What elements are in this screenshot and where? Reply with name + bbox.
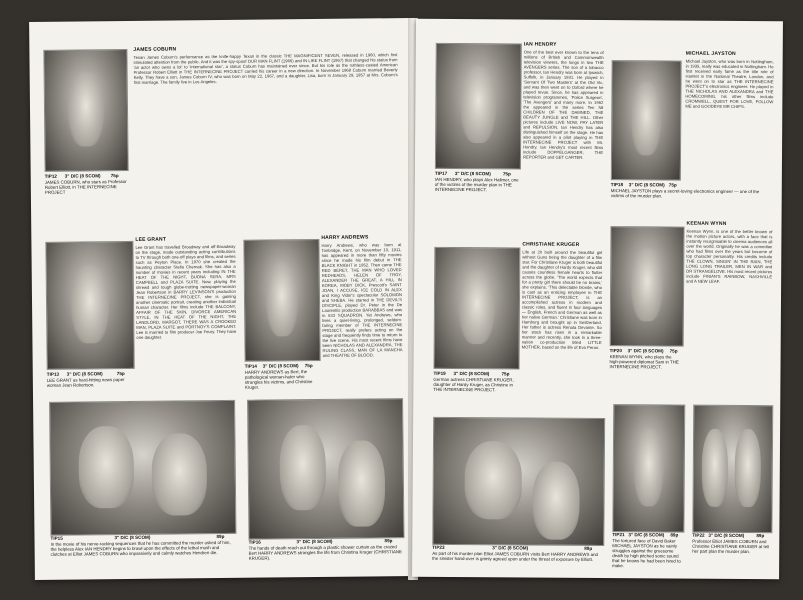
grant-photo-id: TIP13 <box>46 371 60 377</box>
coburn-portrait <box>43 49 128 172</box>
still-tip21-caption: The tortured face of David Baker MICHAEL JAYSTON as he vainly struggles against the gruesome death by high pitched sonic sound that he knows he had been hired to make. <box>612 538 681 569</box>
still-tip15-price: 89p <box>216 533 225 540</box>
still-tip21-price: 89p <box>670 532 679 538</box>
hendry-bio: One of the best ever known to the tens of millions of British and Commonwealth television viewers, the lungs in two THE AVENGERS series. The son of a tobacco professor, Ian Hendry was born at Ipswich, Suffolk, in January 1931. He played in 'Servant Of Two Masters' at the Old Vic, and was then went on to Oxford where he played revue. Since, he has appeared in television programmes, 'Police Surgeon', 'The Avengers' and many more. In 1962 the appeared in the series Ten Nil CHILDREN OF THE DAMNED, THE BEAUTY JUNGLE and THE HILL. Other pictures include LIVE NOW, PAY LATER and REPULSION. Ian Hendry has also distinguished himself on the stage. He has also appeared in a pilot playing in THE INTERNECINE PROJECT with Mr. Hendry. Ian Hendry's most recent films include DOPPELGANGER, THE REPORTER and GET CARTER. <box>522 49 604 160</box>
hendry-price: 75p <box>502 171 511 177</box>
grant-price: 75p <box>116 371 125 377</box>
coburn-photo-id: TIP12 <box>44 173 57 179</box>
still-tip22-id: TIP22 <box>692 532 705 538</box>
still-tip16-id: TIP16 <box>248 539 261 545</box>
still-tip22-caption: Professor Elliot JAMES COBURN and Christine CHRISTIANE KRUGER at tell her part plan the murder plan. <box>692 538 770 555</box>
grant-photo-size: 3" D/C (8 SCOM) <box>66 371 103 377</box>
still-tip23 <box>432 417 605 546</box>
coburn-caption: JAMES COBURN, who stars as Professor Robert Elliott, in THE INTERNECINE PROJECT <box>44 178 127 195</box>
still-tip15 <box>49 400 236 536</box>
coburn-price: 75p <box>110 173 119 179</box>
coburn-photo-size: 3" D/C (8 SCOM) <box>64 173 101 179</box>
grant-portrait <box>45 241 134 370</box>
hendry-photo-id: TIP17 <box>434 170 448 176</box>
andrews-name: HARRY ANDREWS <box>321 234 369 241</box>
still-tip22-price: 89p <box>756 533 765 539</box>
hendry-portrait <box>435 43 522 170</box>
kruger-caption: German actress CHRISTIANE KRUGER, daughter of Hardy Kruger, as Christine in THE INTERNECINE PROJECT. <box>433 376 514 393</box>
still-tip15-id: TIP15 <box>50 535 63 541</box>
kruger-bio: Life at 20 built around the beautiful girl without Guns being the daughter of a film star. For Christiane Kruger is both beautiful and the daughter of Hardy Kruger, who still causes countless female hearts to flutter across the globe. 'The world expects that for a pretty girl there should be no brains,' she explains. 'This delectable blonde, who is cast as an enticing employee in THE INTERNECINE PROJECT, is an accomplished actress in modern and classic roles, and fluent in four languages — English, French and German as well as her native German.' Christiane was born in Hamburg and brought up in Switzerland. Her father is actress Renata Devante. So her stock has risen in a remarkable manner and recently, she took in a three-nation co-production titled LITTLE MOTHER, based on the life of Eva Peron. <box>521 249 603 351</box>
jayston-photo-id: TIP18 <box>610 182 624 188</box>
still-tip23-size: 3" D/C (8 SCOM) <box>492 545 529 551</box>
hendry-photo-size: 3" D/C (8 SCOM) <box>454 171 491 177</box>
still-tip16 <box>247 398 404 540</box>
still-tip16-size: 3" D/C (8 SCOM) <box>296 538 333 545</box>
still-tip15-size: 3" D/C (8 SCOM) <box>114 534 151 541</box>
jayston-price: 75p <box>668 182 677 188</box>
wynn-caption: KEENAN WYNN, who plays the high-powered diplomat Sam in THE INTERNECINE PROJECT. <box>609 354 679 370</box>
grant-name: LEE GRANT <box>135 236 167 243</box>
still-tip15-caption: In the movie of his nerve-racking sequences that he has committed the murder asked of him, the helpless Alex IAN HENDRY begins to brawl upon the effects of the lethal mush and clutches at Elliot JAMES COBURN who impassively and calmly watches Hendren die. <box>50 539 231 557</box>
jayston-caption: MICHAEL JAYSTON plays a secret-loving electronics engineer — one of the victims of the murder plan. <box>610 188 760 199</box>
still-tip16-price: 89p <box>384 538 393 544</box>
hendry-caption: IAN HENDRY, who plays Alex Hallmer, one of the victims of the murder plan in THE INTERNECINE PROJECT. <box>434 176 519 193</box>
coburn-name: JAMES COBURN <box>133 46 177 53</box>
wynn-photo-id: TIP20 <box>609 348 622 354</box>
kruger-photo-size: 3" D/C (8 SCOM) <box>453 370 490 377</box>
hendry-name: IAN HENDRY <box>523 41 557 48</box>
andrews-photo-id: TIP14 <box>244 363 257 369</box>
still-tip22 <box>692 405 773 534</box>
wynn-price: 75p <box>669 348 678 354</box>
andrews-portrait <box>243 239 320 362</box>
jayston-portrait <box>611 60 682 180</box>
andrews-price: 75p <box>304 363 313 369</box>
andrews-photo-size: 3" D/C (8 SCOM) <box>262 363 299 369</box>
still-tip21-size: 3" D/C (8 SCOM) <box>628 532 665 538</box>
wynn-portrait <box>610 226 685 347</box>
andrews-bio: Harry Andrews, who was born at Tonbridge, Kent, on November 10, 1911, has appeared in more than fifty movies since he made his film debut in THE BLACK KNIGHT in 1952. Then came THE RED BERET, THE MAN WHO LOVED REDHEADS, HELEN OF TROY, ALEXANDER THE GREAT, A HILL IN KOREA, MOBY DICK, Prescott's SAINT JOAN, I ACCUSE, ICE COLD IN ALEX and King Vidor's spectacular SOLOMON and SHEBA. He starred in THE DEVIL'S DISCIPLE, played Dr. Peter in the De Laurentiis production BARABBAS and was in 633 SQUADRON. Yet Andrews, who lives a quiet-living, prolonged, seldom-faring member of THE INTERNECINE PROJECT, really prefers acting on the stage and frequently finds time to return to the live scene. His most recent films have been NICHOLAS AND ALEXANDRA, THE RULING CLASS, MAN OF LA MANCHA and THEATRE OF BLOOD. <box>321 242 403 358</box>
kruger-portrait <box>434 247 521 370</box>
still-tip21 <box>612 404 685 532</box>
still-tip22-size: 3" D/C (8 SCOM) <box>708 532 745 539</box>
andrews-caption: HARRY ANDREWS as Bert, the pathological woman-hater who strangles his victims, and Christine Kruger. <box>244 369 313 390</box>
wynn-bio: Keenan Wynn, is one of the better known of the motion picture actors, with a face that is instantly recognisable to cinema audiences all over the world. Originally he was a comedian who had films over the years but become of top character personality. His credits include THE CLOWN, SINGIN' IN THE RAIN, THE LONG LONG TRAILER, MEN IN WAR and DR STRANGELOVE. His most recent pictures include FINIAN'S RAINBOW, NASHVILLE and A NEW LEAF. <box>686 228 773 284</box>
jayston-name: MICHAEL JAYSTON <box>685 50 736 57</box>
still-tip16-caption: The hands of death reach out through a plastic shower curtain as the crazed Bert HARRY ANDREWS strangles the life from Christina Kruger (CHRISTIANE KRUGER). <box>248 544 402 561</box>
kruger-price: 75p <box>501 371 510 377</box>
coburn-bio: Texan James Coburn's performance as the knife-happy Texan in the classic THE MAGNIFICENT SEVEN, released in 1960, which first stimulated attention from the public. And it was the spy-spoof OUR MAN FLINT (1966) and IN LIKE FLINT (1967) that changed his status from 'an actor who owns a lot' to 'international star', a status Coburn has maintained ever since. But his role as the ruthless-coated American Professor Robert Elliott in THE INTERNECINE PROJECT carried his career in a new direction. In November 1968 Coburn married Beverly Kelly. They have a son, James Coburn IV, who was born on May 22, 1967, and a daughter, Lisa, born in January 29, 1957 at Mrs. Coburn's first marriage. The family live in Los Angeles. <box>133 52 398 85</box>
still-tip23-id: TIP23 <box>432 544 445 550</box>
still-tip23-caption: As part of his murder plan Elliot JAMES COBURN visits Bert HARRY ANDREWS and the sinister hand-over is grimly agreed upon under the threat of exposure by Elliott. <box>432 550 598 562</box>
wynn-name: KEENAN WYNN <box>686 220 727 227</box>
left-page <box>29 18 415 580</box>
kruger-photo-id: TIP19 <box>433 370 446 376</box>
grant-caption: LEE GRANT as hard-hitting news paper woman Jean Robertson. <box>46 377 125 388</box>
still-tip23-price: 89p <box>584 545 593 551</box>
jayston-bio: Michael Jayston, who was born in Nottingham, in 1935, really was educated in Nottingham. He first received early fame as the title role of Hamlet in the National Theatre, London, and he went on to star as THE INTERNECINE PROJECT's electronics engineer. He played in THE NICHOLAS AND ALEXANDRA and THE HOMECOMING, his other films include CROMWELL, QUEST FOR LOVE, FOLLOW ME and GOODBYE MR CHIPS. <box>685 58 774 110</box>
right-page <box>412 19 783 580</box>
jayston-photo-size: 3" D/C (8 SCOM) <box>628 182 665 188</box>
grant-bio: Lee Grant has travelled Broadway and off-Broadway on the stage, made outstanding acting contributions to TV through both one-off plays and films, and series such as Peyton Place. In 1970 she created the haunting character Stella Chernak. She has also a number of movies in recent years including IN THE HEAT OF THE NIGHT, BUONA SERA, MRS CAMPBELL and PLAZA SUITE. Now, playing the shrewd and tough globe-trotting newspaper-woman Jean Robertson in BARRY LEVINSON'S production THE INTERNECINE PROJECT, she is gaining another cinematic portrait, creating another individual human character. Her films include THE BALCONY, AFFAIR OF THE SKIN, DIVORCE AMERICAN STYLE, IN THE HEAT OF THE NIGHT, THE LANDLORD, MARGOT, THERE WAS A CROOKED MAN, PLAZA SUITE and PORTNOY'S COMPLAINT. Lee is married to film producer Joe Feury. They have one daughter. <box>135 243 237 340</box>
wynn-photo-size: 3" D/C (8 SCOM) <box>627 348 664 354</box>
kruger-name: CHRISTIANE KRUGER <box>522 241 580 248</box>
still-tip21-id: TIP21 <box>612 532 625 538</box>
